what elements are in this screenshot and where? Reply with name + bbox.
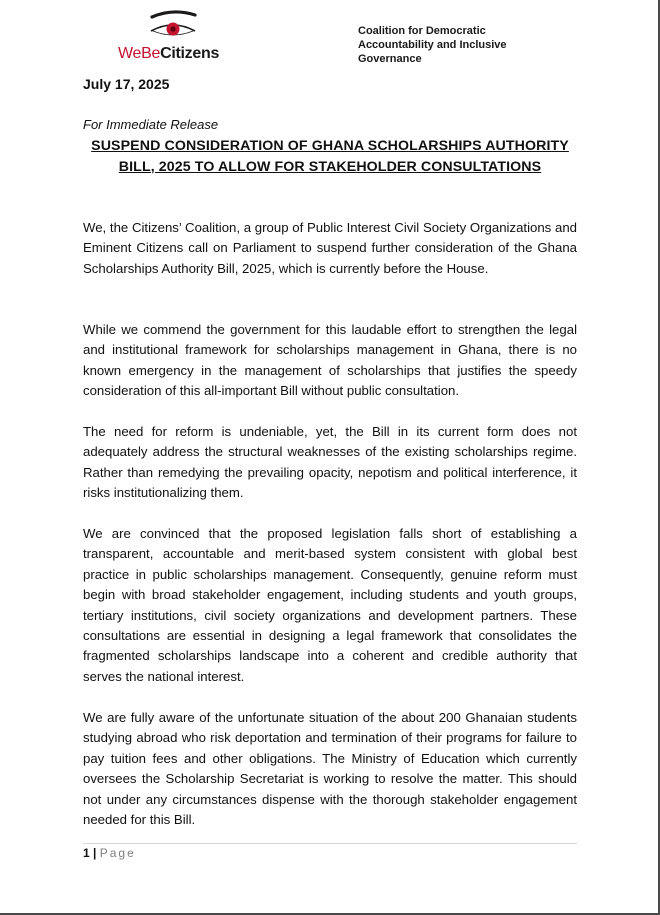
- release-label: For Immediate Release: [83, 117, 219, 132]
- paragraph-1: We, the Citizens’ Coalition, a group of Public Interest Civil Society Organizations and Eminent Citizens call on Parliament to suspend further consideration of the Ghana Scholarships Authority Bill, 2025, which is currently before the House.: [83, 220, 577, 276]
- release-date: July 17, 2025: [83, 76, 170, 92]
- organization-name: Coalition for Democratic Accountability and Inclusive Governance: [358, 25, 507, 65]
- paragraph-3: The need for reform is undeniable, yet, the Bill in its current form does not adequately address the structural weaknesses of the existing scholarships regime. Rather than remedying the prevailing opacity, nepotism and political interference, it risks institutionalizing them.: [83, 424, 577, 501]
- logo-wordmark: [118, 45, 219, 63]
- page-word: Page: [99, 846, 136, 860]
- paragraph-2: While we commend the government for this laudable effort to strengthen the legal and institutional framework for scholarships management in Ghana, there is no known emergency in the management of scholarships that justifies the speedy consideration of this all-important Bill without public consultation.: [83, 322, 577, 399]
- paragraph-4: We are convinced that the proposed legislation falls short of establishing a transparent, accountable and merit-based system consistent with global best practice in public scholarships management. Consequently, genuine reform must begin with broad stakeholder engagement, including students and youth groups, tertiary institutions, civil society organizations and development partners. These consultations are essential in designing a legal framework that consolidates the fragmented scholarships landscape into a coherent and credible authority that serves the national interest.: [83, 526, 577, 684]
- eye-logo-icon: [148, 8, 198, 44]
- page-separator: |: [93, 846, 97, 860]
- logo-we-text: WeBe: [118, 45, 161, 62]
- headline: SUSPEND CONSIDERATION OF GHANA SCHOLARSHIPS AUTHORITY BILL, 2025 TO ALLOW FOR STAKEHOLDER CONSULTATIONS: [91, 138, 569, 175]
- page-number: 1: [83, 846, 90, 860]
- paragraph-5: We are fully aware of the unfortunate situation of the about 200 Ghanaian students studying abroad who risk deportation and termination of their programs for failure to pay tuition fees and other obligations. The Ministry of Education which currently oversees the Scholarship Secretariat is working to resolve the matter. This should not under any circumstances dispense with the thorough stakeholder engagement needed for this Bill.: [83, 710, 577, 828]
- webecitizens-logo: [118, 8, 238, 66]
- footer-divider: [83, 843, 577, 844]
- logo-citizens-text: Citizens: [160, 45, 220, 62]
- page-footer: [83, 846, 136, 860]
